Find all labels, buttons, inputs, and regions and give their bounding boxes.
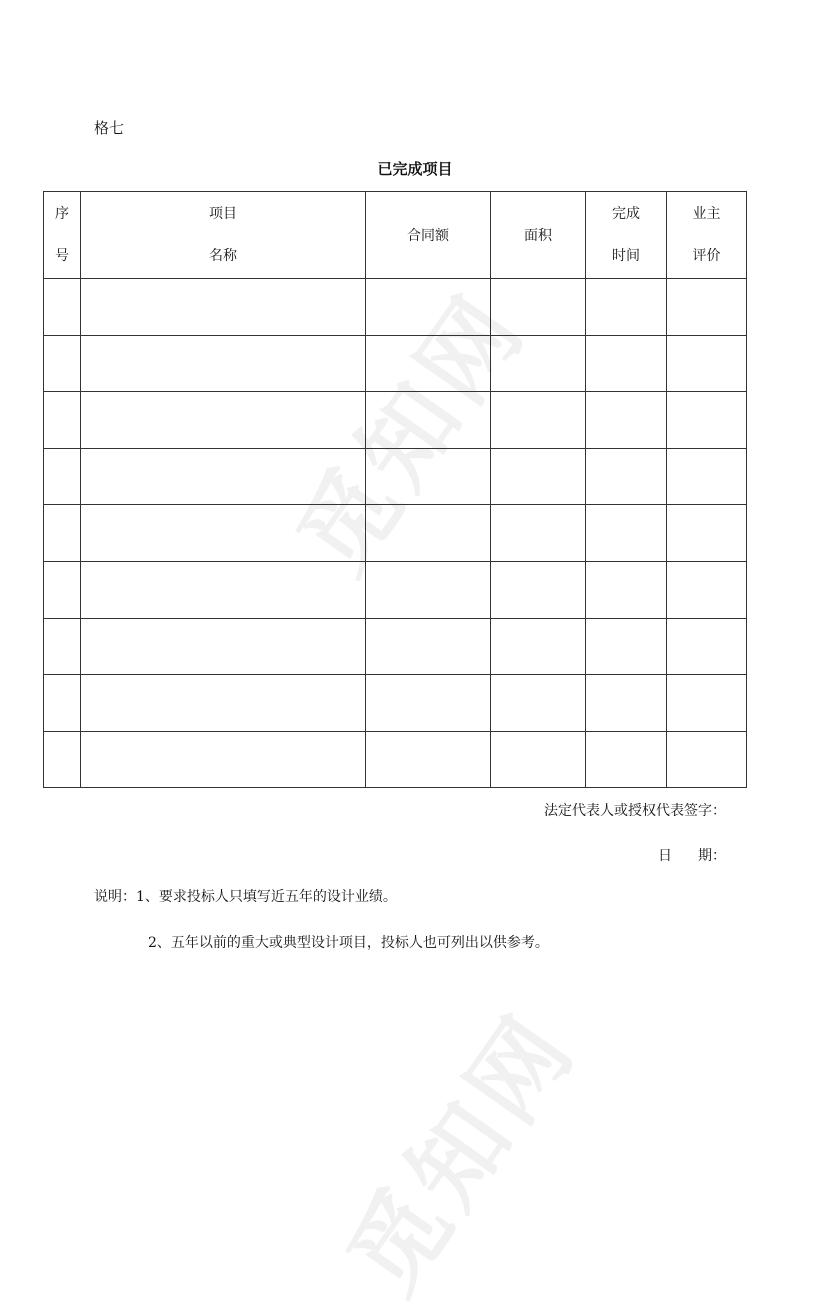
table-row — [44, 448, 747, 505]
table-cell[interactable] — [586, 731, 667, 788]
table-cell[interactable] — [366, 561, 491, 618]
table-cell[interactable] — [586, 675, 667, 732]
table-cell[interactable] — [491, 675, 586, 732]
table-cell[interactable] — [44, 392, 81, 449]
header-serial-number: 序 号 — [44, 192, 81, 279]
table-cell[interactable] — [491, 505, 586, 562]
table-cell[interactable] — [366, 675, 491, 732]
table-cell[interactable] — [44, 731, 81, 788]
table-row — [44, 279, 747, 336]
table-cell[interactable] — [667, 618, 747, 675]
table-cell[interactable] — [491, 731, 586, 788]
table-cell[interactable] — [667, 279, 747, 336]
header-area: 面积 — [491, 192, 586, 279]
table-cell[interactable] — [586, 505, 667, 562]
date-label: 日 期： — [658, 848, 726, 864]
table-cell[interactable] — [81, 335, 366, 392]
table-row — [44, 561, 747, 618]
table-cell[interactable] — [366, 279, 491, 336]
header-contract-amount: 合同额 — [366, 192, 491, 279]
table-cell[interactable] — [366, 392, 491, 449]
form-number-label: 格七 — [94, 119, 125, 137]
table-cell[interactable] — [491, 335, 586, 392]
table-cell[interactable] — [667, 335, 747, 392]
signature-label: 法定代表人或授权代表签字： — [544, 803, 726, 819]
table-cell[interactable] — [491, 392, 586, 449]
table-cell[interactable] — [586, 279, 667, 336]
table-cell[interactable] — [44, 561, 81, 618]
header-owner-evaluation: 业主 评价 — [667, 192, 747, 279]
table-cell[interactable] — [44, 448, 81, 505]
table-cell[interactable] — [44, 675, 81, 732]
watermark: 觅知网 — [276, 272, 548, 593]
table-cell[interactable] — [81, 675, 366, 732]
table-cell[interactable] — [667, 675, 747, 732]
table-cell[interactable] — [366, 448, 491, 505]
table-cell[interactable] — [586, 561, 667, 618]
table-row — [44, 335, 747, 392]
table-cell[interactable] — [81, 505, 366, 562]
table-cell[interactable] — [44, 618, 81, 675]
table-cell[interactable] — [81, 392, 366, 449]
table-cell[interactable] — [81, 448, 366, 505]
note-line-1: 说明：1、要求投标人只填写近五年的设计业绩。 — [94, 889, 397, 905]
table-cell[interactable] — [81, 279, 366, 336]
table-cell[interactable] — [667, 505, 747, 562]
table-cell[interactable] — [667, 561, 747, 618]
note-line-2: 2、五年以前的重大或典型设计项目，投标人也可列出以供参考。 — [148, 935, 549, 951]
table-row — [44, 392, 747, 449]
table-cell[interactable] — [586, 335, 667, 392]
watermark: 觅知网 — [326, 992, 598, 1313]
table-cell[interactable] — [667, 448, 747, 505]
document-title: 已完成项目 — [377, 160, 453, 178]
table-cell[interactable] — [586, 392, 667, 449]
header-project-name: 项目 名称 — [81, 192, 366, 279]
table-cell[interactable] — [44, 505, 81, 562]
table-cell[interactable] — [81, 731, 366, 788]
header-completion-time: 完成 时间 — [586, 192, 667, 279]
table-cell[interactable] — [491, 448, 586, 505]
table-cell[interactable] — [667, 731, 747, 788]
table-cell[interactable] — [491, 618, 586, 675]
table-cell[interactable] — [81, 618, 366, 675]
completed-projects-table — [43, 191, 747, 788]
table-header-row — [44, 192, 747, 279]
table-cell[interactable] — [366, 731, 491, 788]
table-row — [44, 505, 747, 562]
table-cell[interactable] — [491, 279, 586, 336]
table-row — [44, 618, 747, 675]
table-cell[interactable] — [586, 448, 667, 505]
table-cell[interactable] — [44, 335, 81, 392]
table-row — [44, 675, 747, 732]
table-cell[interactable] — [81, 561, 366, 618]
table-cell[interactable] — [366, 618, 491, 675]
table-cell[interactable] — [366, 505, 491, 562]
table-cell[interactable] — [491, 561, 586, 618]
table-cell[interactable] — [44, 279, 81, 336]
table-row — [44, 731, 747, 788]
table-cell[interactable] — [366, 335, 491, 392]
table-cell[interactable] — [667, 392, 747, 449]
table-cell[interactable] — [586, 618, 667, 675]
